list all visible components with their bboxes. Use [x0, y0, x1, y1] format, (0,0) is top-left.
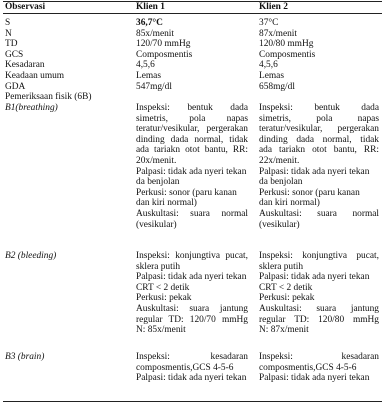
- b1-k1-line: ada tariakn otot bantu, RR:: [136, 145, 248, 156]
- b1-label: B1(breathing): [5, 102, 58, 113]
- b2-k1-line: Perkusi: pekak: [136, 293, 192, 304]
- klien-1-column: [136, 18, 248, 92]
- b1-k1-line: teratur/vesikular, pergerakan: [136, 124, 248, 135]
- b1-k1-line: 20x/menit.: [136, 155, 177, 166]
- b1-k2-line: ada tariakn otot bantu, RR:: [259, 145, 379, 156]
- row-label-s: S: [5, 18, 11, 28]
- k1-suhu: 36,7°C: [136, 18, 163, 28]
- b3-k2-line: Palpasi: tidak ada nyeri tekan: [259, 373, 370, 384]
- k2-gcs: Composmentis: [259, 49, 316, 60]
- header-klien-1: Klien 1: [136, 2, 165, 12]
- row-label-gcs: GCS: [5, 49, 24, 60]
- b2-k2-line: Auskultasi: suara jantung: [259, 303, 379, 314]
- b3-label: B3 (brain): [5, 352, 45, 362]
- b2-klien-2: [259, 251, 379, 336]
- b1-k1-line: (vesikular): [136, 219, 177, 230]
- b3-k1-line: composmentis,GCS 4-5-6: [136, 362, 234, 373]
- table-header-rule: [3, 13, 382, 14]
- k2-suhu: 37°C: [259, 18, 279, 28]
- b3-k1-line: Palpasi: tidak ada nyeri tekan: [136, 373, 247, 384]
- b3-k2-line: Inspeksi: kesadaran: [259, 352, 379, 362]
- b1-k2-line: simetris, pola napas: [259, 113, 379, 124]
- b1-k2-line: 22x/menit.: [259, 155, 300, 166]
- b1-k1-line: simetris, pola napas: [136, 113, 248, 124]
- b1-k1-line: Perkusi: sonor (paru kanan: [136, 187, 237, 198]
- b2-k2-line: N: 87x/menit: [259, 325, 309, 336]
- b2-k1-line: sklera putih: [136, 261, 181, 272]
- b2-k2-line: Perkusi: pekak: [259, 293, 315, 304]
- b1-k1-line: Auskultasi: suara normal: [136, 208, 248, 219]
- b2-k2-line: Palpasi: tidak ada nyeri tekan: [259, 272, 370, 283]
- header-klien-2: Klien 2: [259, 2, 288, 12]
- b2-klien-1: [136, 251, 248, 336]
- k2-gda: 658mg/dl: [259, 81, 295, 92]
- b1-k1-line: dinding dada normal, tidak: [136, 134, 248, 145]
- b1-k2-line: Inspeksi: bentuk dada: [259, 103, 379, 113]
- k1-nadi: 85x/menit: [136, 28, 175, 39]
- b1-k1-line: dan kiri normal): [136, 198, 197, 209]
- b3-label-cell: [5, 352, 123, 363]
- b2-label: B2 (bleeding): [5, 251, 57, 261]
- b1-k2-line: dan kiri normal): [259, 198, 320, 209]
- b1-k2-line: da benjolan: [259, 177, 303, 188]
- klien-2-column: [259, 18, 379, 92]
- b1-k2-line: dinding dada normal, tidak: [259, 134, 379, 145]
- b2-k2-line: CRT < 2 detik: [259, 282, 313, 293]
- b2-k1-line: regular TD: 120/70 mmHg: [136, 314, 248, 325]
- b1-k1-line: Palpasi: tidak ada nyeri tekan: [136, 166, 247, 177]
- k1-gcs: Composmentis: [136, 49, 193, 60]
- b2-k1-line: N: 85x/menit: [136, 325, 186, 336]
- row-label-pemeriksaan: Pemeriksaan fisik (6B): [5, 92, 92, 103]
- row-label-kesadaran: Kesadaran: [5, 60, 45, 71]
- k1-kesadaran: 4,5,6: [136, 60, 155, 71]
- row-label-gda: GDA: [5, 81, 26, 92]
- b3-klien-1: [136, 352, 248, 384]
- b1-k2-line: Palpasi: tidak ada nyeri tekan: [259, 166, 370, 177]
- b1-k2-line: Perkusi: sonor (paru kanan: [259, 187, 360, 198]
- b2-k1-line: CRT < 2 detik: [136, 282, 190, 293]
- b2-k2-line: regular TD: 120/80 mmHg: [259, 314, 379, 325]
- b2-label-cell: [5, 251, 123, 262]
- b2-k2-line: Inspeksi: konjungtiva pucat,: [259, 251, 379, 261]
- row-label-td: TD: [5, 39, 18, 50]
- b1-klien-1: [136, 103, 248, 230]
- k1-td: 120/70 mmHg: [136, 39, 191, 50]
- table-top-rule: [3, 1, 382, 2]
- k2-td: 120/80 mmHg: [259, 39, 314, 50]
- b2-k1-line: Inspeksi: konjungtiva pucat,: [136, 251, 248, 261]
- k1-keadaan-umum: Lemas: [136, 70, 161, 81]
- k2-kesadaran: 4,5,6: [259, 60, 278, 71]
- b3-k2-line: composmentis,GCS 4-5-6: [259, 362, 357, 373]
- label-column: [5, 18, 123, 113]
- b1-k2-line: teratur/vesikular, pergerakan: [259, 124, 379, 135]
- k2-keadaan-umum: Lemas: [259, 70, 284, 81]
- row-label-keadaan-umum: Keadaan umum: [5, 70, 65, 81]
- b2-k1-line: Auskultasi: suara jantung: [136, 303, 248, 314]
- table-bottom-rule: [3, 401, 382, 402]
- b1-klien-2: [259, 103, 379, 230]
- header-observasi: Observasi: [5, 2, 46, 12]
- row-label-n: N: [5, 28, 12, 39]
- k1-gda: 547mg/dl: [136, 81, 172, 92]
- row-label-b1: [5, 103, 123, 114]
- b3-klien-2: [259, 352, 379, 384]
- k2-nadi: 87x/menit: [259, 28, 298, 39]
- b1-k2-line: (vesikular): [259, 219, 300, 230]
- b2-k1-line: Palpasi: tidak ada nyeri tekan: [136, 272, 247, 283]
- b1-k1-line: da benjolan: [136, 177, 180, 188]
- b2-k2-line: sklera putih: [259, 261, 304, 272]
- b1-k1-line: Inspeksi: bentuk dada: [136, 103, 248, 113]
- b3-k1-line: Inspeksi: kesadaran: [136, 352, 248, 362]
- b1-k2-line: Auskultasi: suara normal: [259, 208, 379, 219]
